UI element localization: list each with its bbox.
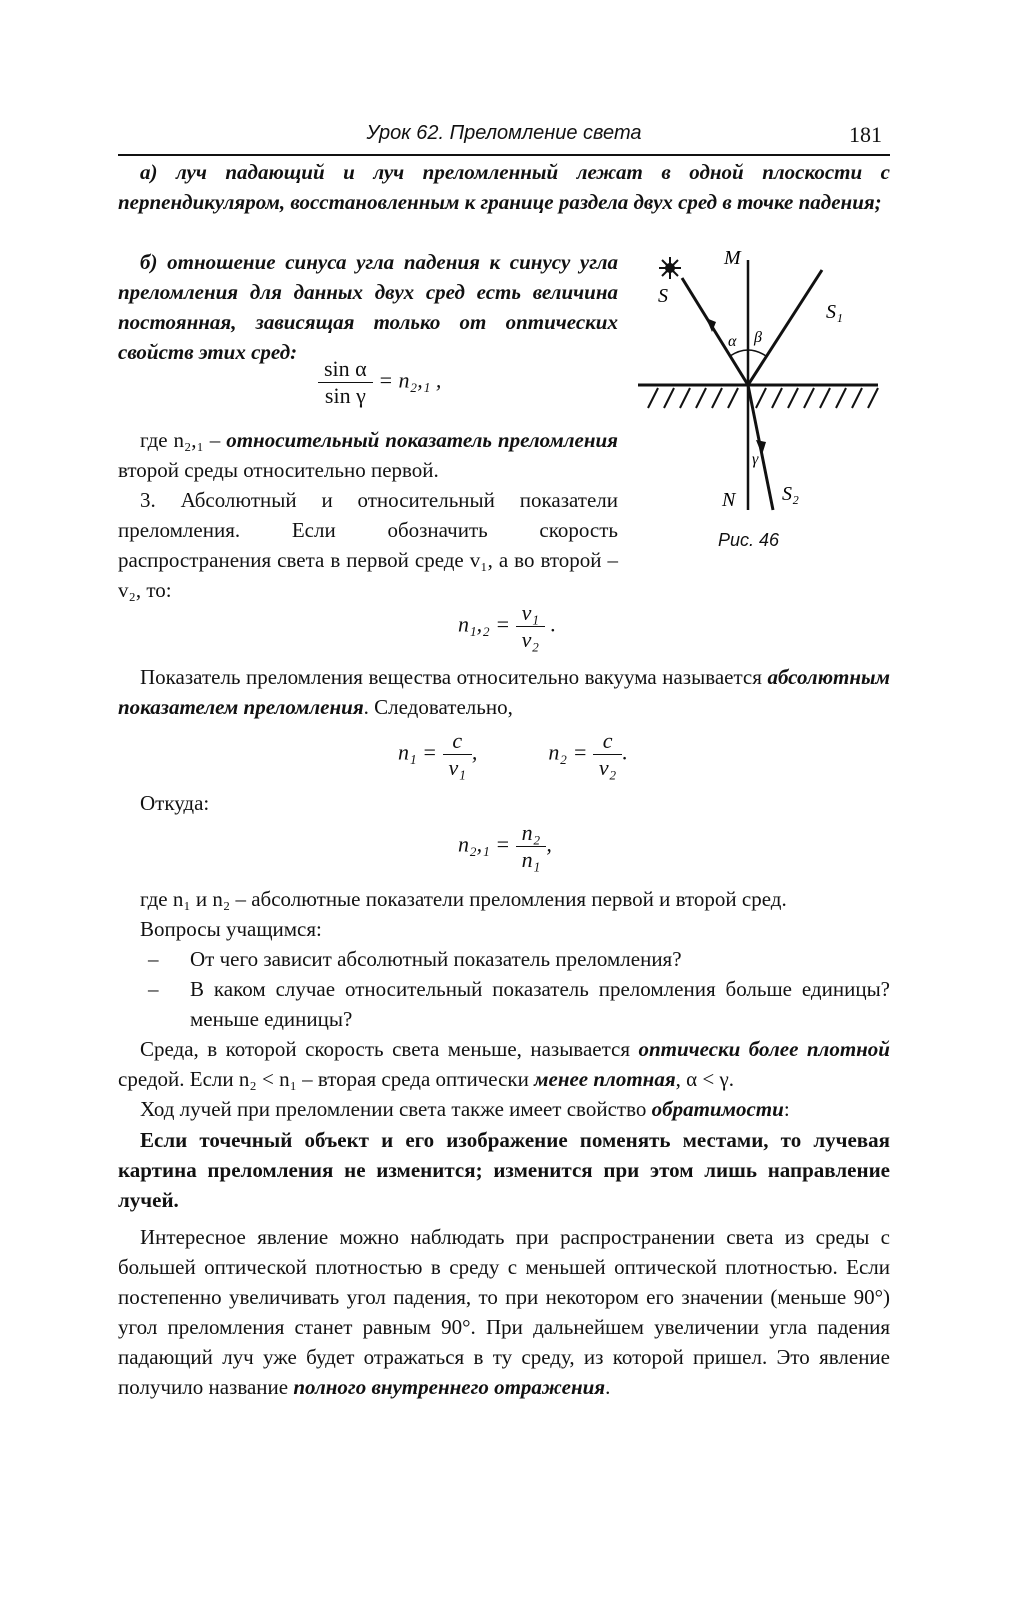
formula-separator: , — [471, 739, 478, 765]
label-alpha: α — [728, 333, 737, 350]
optically-denser-term: оптически более плотной — [638, 1037, 890, 1061]
section-3-paragraph — [118, 485, 618, 605]
less-dense-term: менее плотная — [534, 1067, 676, 1091]
refraction-figure — [630, 240, 890, 570]
tir-term: полного внутреннего отражения — [293, 1375, 606, 1399]
snell-formula — [318, 356, 441, 409]
tir-tail: . — [605, 1375, 611, 1399]
question-2: В каком случае относительный показатель преломления больше единицы? меньше единицы? — [190, 977, 890, 1031]
index-ratio-fraction — [516, 820, 547, 873]
reversibility-prefix: Ход лучей при преломлении света также имеет свойство — [140, 1097, 652, 1121]
question-1: От чего зависит абсолютный показатель преломления? — [190, 947, 682, 971]
where-relative-text — [118, 425, 618, 485]
list-item: – От чего зависит абсолютный показатель преломления? — [148, 947, 682, 971]
snell-numerator: sin α — [318, 356, 373, 383]
n2-fraction — [593, 728, 622, 781]
label-beta: β — [754, 329, 762, 346]
label-S2: S₂ — [782, 483, 799, 505]
tir-text — [118, 1222, 890, 1402]
where-relative-suffix: второй среды относительно первой. — [118, 458, 439, 482]
questions-list — [118, 944, 890, 1034]
snell-denominator: sin γ — [324, 383, 366, 408]
relative-index-term: относительный показатель преломления — [226, 428, 618, 452]
incident-ray — [682, 278, 748, 385]
absolute-index-formulas — [398, 728, 628, 781]
absolute-index-prefix: Показатель преломления вещества относительно вакуума называется — [140, 665, 768, 689]
n2-numerator: c — [593, 728, 622, 755]
figure-caption: Рис. 46 — [718, 530, 780, 550]
label-M: M — [724, 247, 741, 269]
questions-section — [118, 884, 890, 1124]
index-ratio-formula — [458, 820, 552, 873]
velocity-ratio-numerator: v₁ — [516, 600, 545, 627]
page-title: Урок 62. Преломление света — [366, 122, 642, 144]
reversibility-term: обратимости — [651, 1097, 784, 1121]
label-S1: S₁ — [826, 301, 843, 323]
n1-numerator: c — [443, 728, 472, 755]
n1-lhs: n₁ = — [398, 739, 437, 765]
velocity-ratio-denominator: v₂ — [521, 627, 540, 652]
dense-part-1: Среда, в которой скорость света меньше, называется — [140, 1037, 639, 1061]
reversibility-text — [118, 1094, 890, 1124]
interface-hatching — [648, 388, 878, 408]
index-ratio-lhs: n₂,₁ = — [458, 831, 511, 857]
reflected-ray — [748, 270, 822, 385]
dense-part-3: , α < γ. — [675, 1067, 735, 1091]
otkuda-text: Откуда: — [140, 791, 210, 815]
bold-rule-paragraph — [118, 1125, 890, 1215]
law-a-paragraph — [118, 157, 890, 217]
n2-denominator: v₂ — [598, 755, 617, 780]
velocity-ratio-formula — [458, 600, 556, 653]
n2-tail: . — [622, 739, 628, 765]
where-relative-paragraph — [118, 425, 618, 485]
index-ratio-denominator: n₁ — [521, 847, 541, 872]
snell-rhs: = n₂,₁ , — [378, 367, 442, 393]
law-b-paragraph — [118, 247, 618, 367]
label-S: S — [658, 285, 668, 307]
law-a-text: а) луч падающий и луч преломленный лежат в одной плоскости с перпендикуляром, восстановленным к границе раздела двух сред в точке падения; — [118, 160, 890, 214]
velocity-ratio-lhs: n₁,₂ = — [458, 611, 511, 637]
tir-body: Интересное явление можно наблюдать при распространении света из среды с большей оптической плотностью в среду с меньшей оптической плотностью. Если постепенно увеличивать угол падения, то при некотором его значении (меньше 90°) угол преломления станет равным 90°. При дальнейшем увеличении угла падения падающий луч уже будет отражаться в ту среду, из которой пришел. Это явление получило название — [118, 1225, 890, 1399]
bold-rule-text: Если точечный объект и его изображение поменять местами, то лучевая картина преломления не изменится; изменится при этом лишь направление лучей. — [118, 1128, 890, 1212]
list-item: – В каком случае относительный показатель преломления больше единицы? меньше единицы? — [148, 977, 890, 1031]
section-3-text: 3. Абсолютный и относительный показатели преломления. Если обозначить скорость распространения света в первой среде v₁, а во второй – v₂, то: — [118, 488, 618, 602]
n1-denominator: v₁ — [448, 755, 466, 780]
otkuda-paragraph — [118, 788, 890, 818]
textbook-page — [118, 0, 890, 1600]
sun-icon — [659, 257, 681, 279]
where-absolute-text: где n₁ и n₂ – абсолютные показатели преломления первой и второй сред. — [140, 887, 787, 911]
absolute-index-suffix: . Следовательно, — [363, 695, 513, 719]
total-internal-reflection-paragraph — [118, 1222, 890, 1402]
absolute-index-paragraph — [118, 662, 890, 722]
questions-title: Вопросы учащимся: — [140, 917, 322, 941]
reversibility-suffix: : — [783, 1097, 790, 1121]
absolute-index-text — [118, 662, 890, 722]
n2-lhs: n₂ = — [548, 739, 588, 765]
index-ratio-numerator: n₂ — [516, 820, 547, 847]
label-N: N — [722, 489, 736, 511]
law-b-text: б) отношение синуса угла падения к синусу угла преломления для данных двух сред есть величина постоянная, зависящая только от оптических свойств этих сред: — [118, 250, 618, 364]
n1-fraction — [443, 728, 472, 781]
label-gamma: γ — [752, 451, 759, 468]
dense-medium-text — [118, 1034, 890, 1094]
velocity-ratio-fraction — [516, 600, 545, 653]
page-number: 181 — [849, 122, 882, 147]
refraction-diagram — [630, 240, 890, 530]
snell-fraction — [318, 356, 373, 409]
dense-part-2: средой. Если n₂ < n₁ – вторая среда оптически — [118, 1067, 535, 1091]
velocity-ratio-tail: . — [550, 611, 557, 637]
page-header — [118, 118, 890, 156]
absolute-index-term: абсолютным показателем преломления — [118, 665, 890, 719]
where-relative-prefix: где n₂,₁ – — [140, 428, 227, 452]
index-ratio-tail: , — [546, 831, 552, 857]
